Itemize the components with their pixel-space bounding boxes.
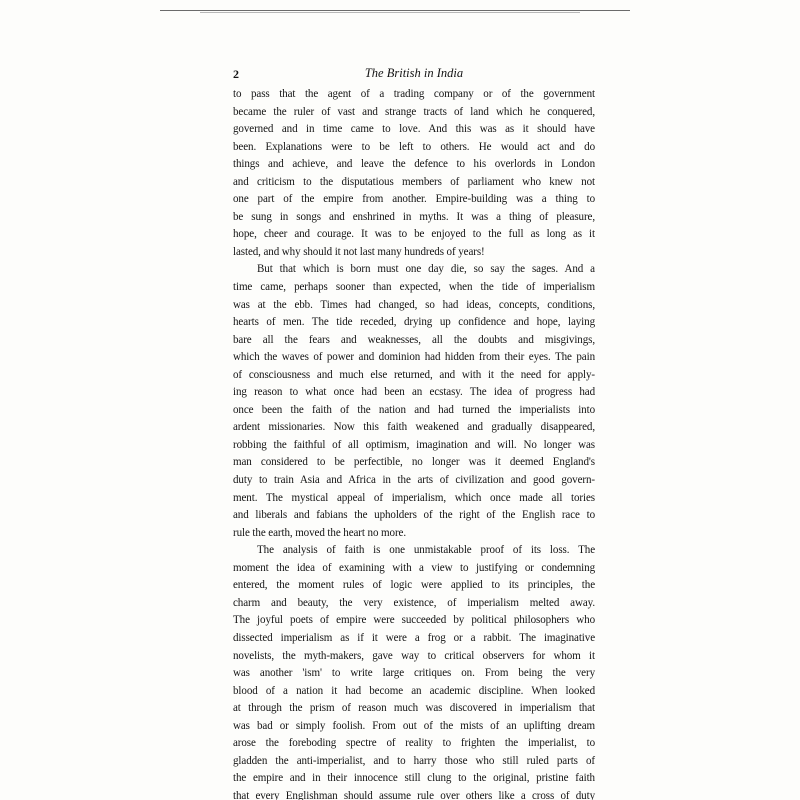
text-line: was at the ebb. Times had changed, so had ideas, concepts, conditions, xyxy=(233,298,595,311)
text-line: and criticism to the disputatious members of parliament who knew not xyxy=(233,175,595,188)
paragraph xyxy=(233,542,595,800)
text-line: bare all the fears and weaknesses, all the doubts and misgivings, xyxy=(233,333,595,346)
text-line: of consciousness and much else returned, and with it the need for apply- xyxy=(233,368,595,381)
text-line: became the ruler of vast and strange tracts of land which he conquered, xyxy=(233,105,595,118)
text-line: hearts of men. The tide receded, drying up confidence and hope, laying xyxy=(233,316,595,329)
text-line: the empire and in their innocence still clung to the original, pristine faith xyxy=(233,772,595,785)
text-line: to pass that the agent of a trading company or of the government xyxy=(233,88,595,100)
text-line: The joyful poets of empire were succeeded by political philosophers who xyxy=(233,614,595,627)
text-line: novelists, the myth-makers, gave way to critical observers for whom it xyxy=(233,649,595,662)
text-line: ing reason to what once had been an ecstasy. The idea of progress had xyxy=(233,386,595,399)
text-line: at through the prism of reason much was discovered in imperialism that xyxy=(233,702,595,715)
text-line: ardent missionaries. Now this faith weakened and gradually disappeared, xyxy=(233,421,595,434)
text-line: But that which is born must one day die, so say the sages. And a xyxy=(257,263,595,276)
text-line: robbing the faithful of all optimism, imagination and will. No longer was xyxy=(233,438,595,451)
text-line: rule the earth, moved the heart no more. xyxy=(233,526,406,539)
text-line: was bad or simply foolish. From out of the mists of an uplifting dream xyxy=(233,719,595,732)
body-text xyxy=(233,86,595,800)
text-line: hope, cheer and courage. It was to be enjoyed to the full as long as it xyxy=(233,228,595,241)
text-line: and liberals and fabians the upholders of the right of the English race to xyxy=(233,509,595,522)
scan-edge-line-faint xyxy=(200,12,580,13)
text-line: lasted, and why should it not last many hundreds of years! xyxy=(233,245,485,258)
text-line: was another 'ism' to write large critiques on. From being the very xyxy=(233,667,595,680)
text-line: be sung in songs and enshrined in myths. It was a thing of pleasure, xyxy=(233,210,595,223)
text-line: one part of the empire from another. Empire-building was a thing to xyxy=(233,193,595,206)
scan-edge-line xyxy=(160,10,630,11)
text-line: ment. The mystical appeal of imperialism, which once made all tories xyxy=(233,491,595,504)
text-line: blood of a nation it had become an academic discipline. When looked xyxy=(233,684,595,697)
text-line: that every Englishman should assume rule over others like a cross of duty xyxy=(233,789,595,800)
text-line: duty to train Asia and Africa in the arts of civilization and good govern- xyxy=(233,474,595,487)
paragraph xyxy=(233,86,595,261)
text-line: governed and in time came to love. And this was as it should have xyxy=(233,123,595,136)
text-line: moment the idea of examining with a view to justifying or condemning xyxy=(233,561,595,574)
book-page xyxy=(233,66,595,800)
text-line: entered, the moment rules of logic were applied to its principles, the xyxy=(233,579,595,592)
text-line: once been the faith of the nation and had turned the imperialists into xyxy=(233,403,595,416)
running-head xyxy=(233,66,595,86)
text-line: The analysis of faith is one unmistakable proof of its loss. The xyxy=(257,544,595,557)
paragraph xyxy=(233,261,595,542)
text-line: time came, perhaps sooner than expected, when the tide of imperialism xyxy=(233,281,595,294)
text-line: things and achieve, and leave the defence to his overlords in London xyxy=(233,158,595,171)
text-line: charm and beauty, the very existence, of imperialism melted away. xyxy=(233,596,595,609)
text-line: dissected imperialism as if it were a frog or a rabbit. The imaginative xyxy=(233,631,595,644)
running-title: The British in India xyxy=(364,66,464,80)
page-number: 2 xyxy=(233,67,239,81)
text-line: man considered to be perfectible, no longer was it deemed England's xyxy=(233,456,595,469)
text-line: gladden the anti-imperialist, and to harry those who still ruled parts of xyxy=(233,754,595,767)
text-line: which the waves of power and dominion had hidden from their eyes. The pain xyxy=(233,351,595,364)
text-line: arose the foreboding spectre of reality to frighten the imperialist, to xyxy=(233,737,595,750)
text-line: been. Explanations were to be left to others. He would act and do xyxy=(233,140,595,153)
